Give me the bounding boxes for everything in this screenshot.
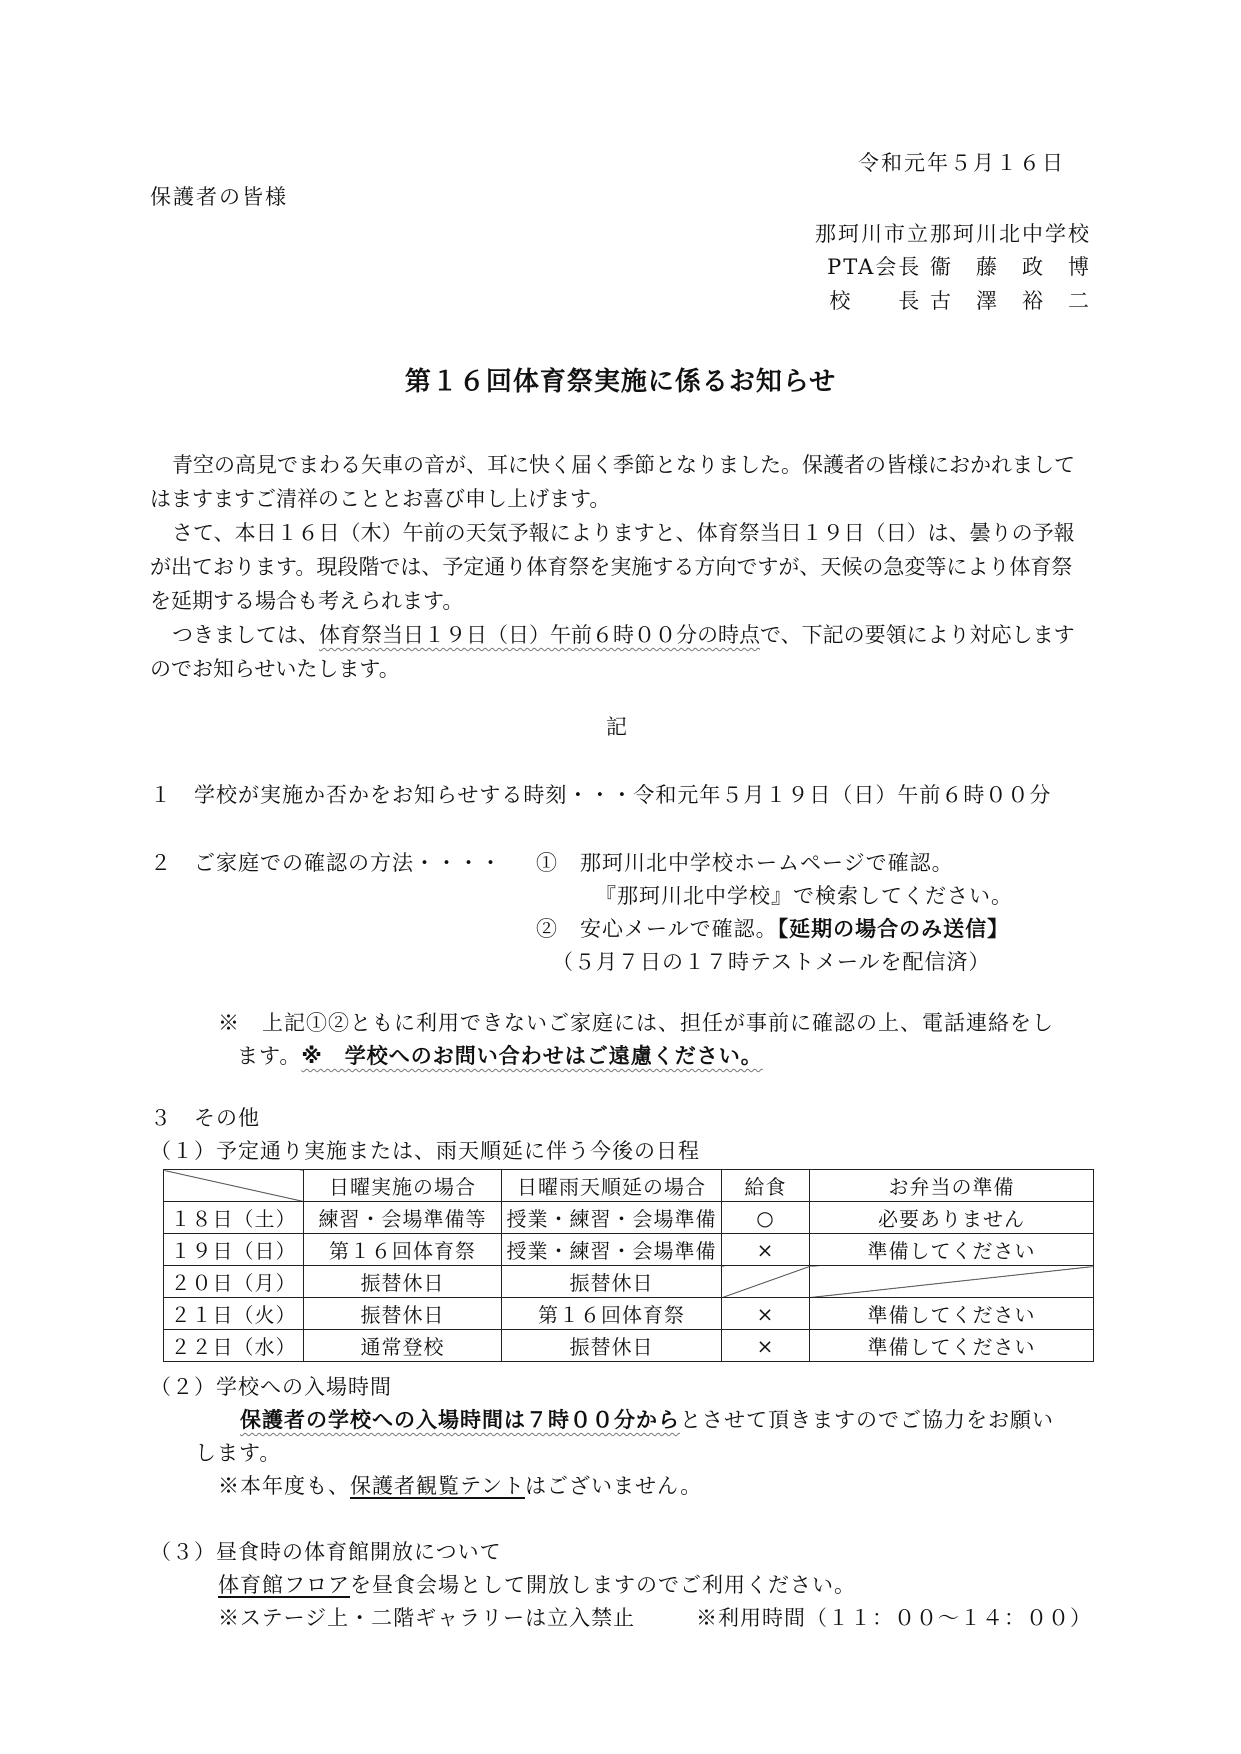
table-cell: 振替休日 (304, 1298, 502, 1330)
intro-paragraph-3 (150, 618, 1090, 686)
table-cell-empty (722, 1266, 810, 1298)
item-1: １ 学校が実施か否かをお知らせする時刻・・・令和元年５月１９日（日）午前６時００分 (150, 783, 1052, 807)
gym-note-1: ※ステージ上・二階ギャラリーは立入禁止 (218, 1606, 636, 1630)
table-cell-date: １８日（土） (164, 1202, 304, 1234)
intro-paragraph-2: さて、本日１６日（木）午前の天気予報によりますと、体育祭当日１９日（日）は、曇りの予報が出ております。現段階では、予定通り体育祭を実施する方向ですが、天候の急変等により体育祭を延期する場合も考えられます。 (150, 521, 1075, 613)
recipient: 保護者の皆様 (150, 185, 288, 209)
item-2-label: ２ ご家庭での確認の方法・・・・ (150, 851, 502, 875)
table-cell: × (722, 1234, 810, 1266)
sender-principal: 校 長 古 澤 裕 二 (829, 289, 1091, 313)
document-title: 第１６回体育祭実施に係るお知らせ (404, 367, 837, 397)
table-row (164, 1234, 1094, 1266)
note-line-2-bold: ※ 学校へのお問い合わせはご遠慮ください。 (301, 1044, 763, 1068)
table-header-row (164, 1170, 1094, 1202)
intro-p3-pre: つきましては、 (172, 623, 319, 647)
item-3-sub-2: （２）学校への入場時間 (150, 1375, 392, 1399)
method-2-bold: 【延期の場合のみ送信】 (777, 917, 1010, 941)
table-cell: 練習・会場準備等 (304, 1202, 502, 1234)
intro-p3-post: で、下記の要領により対応しますのでお知らせいたします。 (150, 623, 1075, 681)
table-header: お弁当の準備 (810, 1170, 1094, 1202)
table-cell: 振替休日 (502, 1266, 722, 1298)
item-3-sub-3: （３）昼食時の体育館開放について (150, 1540, 502, 1564)
tent-note-pre: ※本年度も、 (218, 1474, 350, 1498)
table-header: 日曜雨天順延の場合 (502, 1170, 722, 1202)
document-date: 令和元年５月１６日 (858, 151, 1065, 175)
note-line-2-text: ます。 (237, 1044, 302, 1068)
table-cell: 授業・練習・会場準備 (502, 1234, 722, 1266)
table-corner-cell (164, 1170, 304, 1202)
table-row (164, 1202, 1094, 1234)
entry-time-line-2: します。 (195, 1441, 282, 1465)
table-cell: 振替休日 (304, 1266, 502, 1298)
method-1: ① 那珂川北中学校ホームページで確認。 (536, 851, 954, 875)
ki-heading: 記 (606, 715, 627, 739)
intro-p3-underlined: 体育祭当日１９日（日）午前６時００分の時点 (319, 623, 760, 647)
gym-line (218, 1570, 856, 1600)
table-cell: 必要ありません (810, 1202, 1094, 1234)
table-cell-date: ２０日（月） (164, 1266, 304, 1298)
entry-time-bold: 保護者の学校への入場時間は７時００分から (240, 1408, 680, 1432)
tent-note-underlined: 保護者観覧テント (350, 1474, 525, 1498)
table-cell: 準備してください (810, 1234, 1094, 1266)
table-cell-date: ２１日（火） (164, 1298, 304, 1330)
intro-paragraph-1: 青空の高見でまわる矢車の音が、耳に快く届く季節となりました。保護者の皆様におかれましてはますますご清祥のこととお喜び申し上げます。 (150, 453, 1075, 511)
item-3-sub-1: （１）予定通り実施または、雨天順延に伴う今後の日程 (150, 1139, 700, 1163)
method-2 (536, 914, 1009, 944)
gym-note-2: ※利用時間（１１：００～１４：００） (696, 1606, 1092, 1630)
table-row (164, 1266, 1094, 1298)
entry-time-line (240, 1405, 1054, 1435)
sender-school: 那珂川市立那珂川北中学校 (815, 222, 1091, 246)
table-cell: × (722, 1298, 810, 1330)
note-line-1: ※ 上記①②ともに利用できないご家庭には、担任が事前に確認の上、電話連絡をし (218, 1011, 1054, 1035)
schedule-table (163, 1169, 1094, 1362)
table-row (164, 1298, 1094, 1330)
sender-pta-president: PTA会長 衞 藤 政 博 (827, 255, 1091, 279)
table-cell: 準備してください (810, 1330, 1094, 1362)
note-line-2 (237, 1041, 763, 1071)
table-cell-date: ２２日（水） (164, 1330, 304, 1362)
tent-note-post: はございません。 (524, 1474, 703, 1498)
table-cell: 第１６回体育祭 (502, 1298, 722, 1330)
method-2-text: ② 安心メールで確認。 (536, 917, 778, 941)
table-cell: 準備してください (810, 1298, 1094, 1330)
table-cell: 通常登校 (304, 1330, 502, 1362)
table-cell: × (722, 1330, 810, 1362)
table-header: 給食 (722, 1170, 810, 1202)
table-row (164, 1330, 1094, 1362)
table-cell: 振替休日 (502, 1330, 722, 1362)
gym-line-rest: を昼食会場として開放しますのでご利用ください。 (350, 1573, 856, 1597)
method-2-note: （５月７日の１７時テストメールを配信済） (552, 950, 991, 974)
gym-floor-underlined: 体育館フロア (218, 1573, 350, 1597)
table-cell: 第１６回体育祭 (304, 1234, 502, 1266)
table-cell: ○ (722, 1202, 810, 1234)
item-3-label: ３ その他 (150, 1106, 260, 1130)
entry-time-rest: とさせて頂きますのでご協力をお願い (680, 1408, 1054, 1432)
method-1-note: 『那珂川北中学校』で検索してください。 (595, 884, 1013, 908)
table-cell: 授業・練習・会場準備 (502, 1202, 722, 1234)
tent-note (218, 1471, 702, 1501)
table-cell-date: １９日（日） (164, 1234, 304, 1266)
table-cell-empty (810, 1266, 1094, 1298)
table-header: 日曜実施の場合 (304, 1170, 502, 1202)
